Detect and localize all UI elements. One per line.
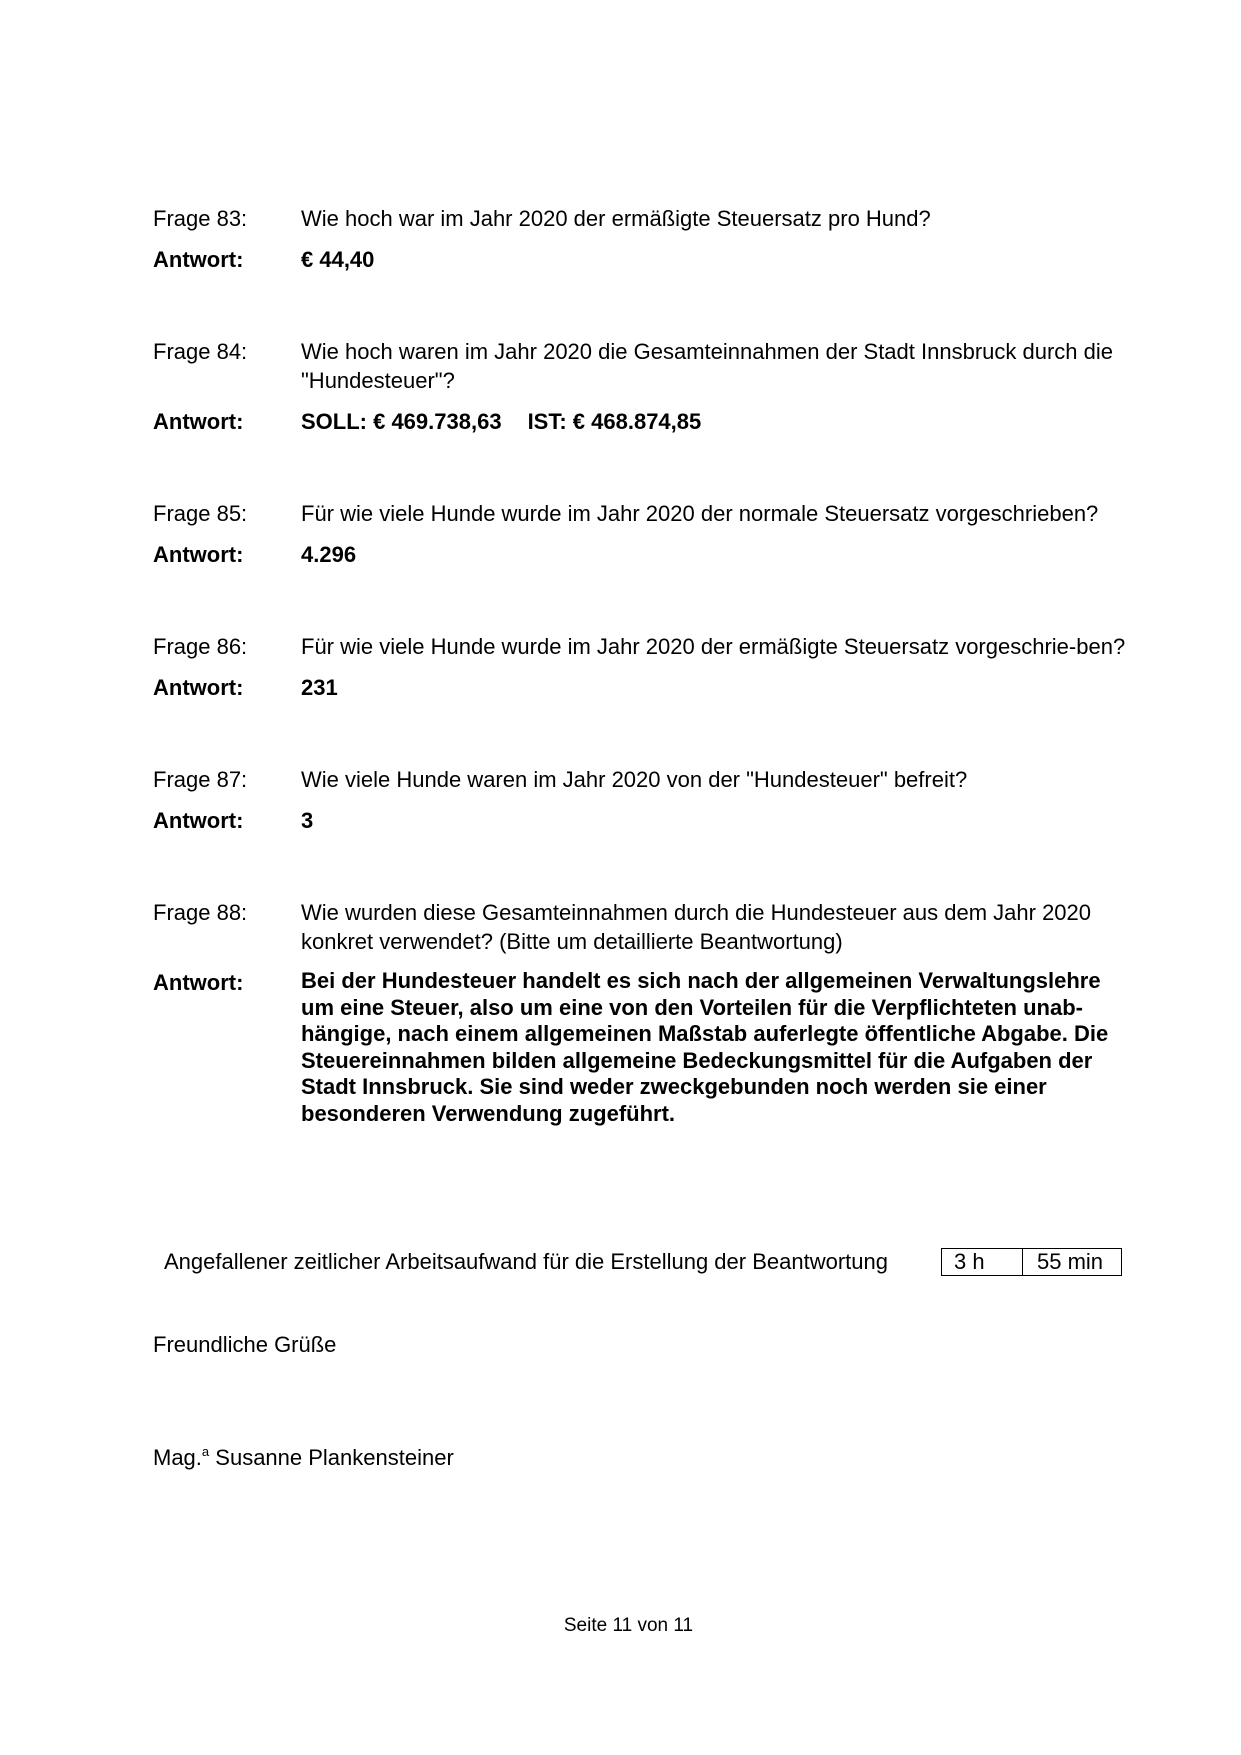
answer-row xyxy=(153,407,1133,436)
effort-label: Angefallener zeitlicher Arbeitsaufwand für die Erstellung der Beantwortung xyxy=(164,1249,888,1274)
answer-label: Antwort: xyxy=(153,409,244,434)
effort-hours: 3 h xyxy=(942,1249,1023,1275)
qa-item-88 xyxy=(153,898,1133,1128)
qa-item-86 xyxy=(153,632,1133,702)
answer-row xyxy=(153,673,1133,702)
effort-box xyxy=(941,1248,1122,1276)
qa-list xyxy=(153,204,1133,1191)
signature-title-suffix: a xyxy=(201,1444,210,1459)
answer-text: 3 xyxy=(301,808,314,833)
question-label: Frage 84: xyxy=(153,339,248,364)
question-label: Frage 88: xyxy=(153,900,248,925)
answer-text: 231 xyxy=(301,675,338,700)
answer-label: Antwort: xyxy=(153,542,244,567)
answer-label: Antwort: xyxy=(153,808,244,833)
signature xyxy=(153,1444,454,1471)
signature-title: Mag. xyxy=(153,1445,202,1470)
question-row xyxy=(153,632,1133,661)
question-text: Für wie viele Hunde wurde im Jahr 2020 der normale Steuersatz vorgeschrieben? xyxy=(301,501,1099,526)
answer-soll: SOLL: € 469.738,63 xyxy=(301,409,502,434)
answer-row xyxy=(153,540,1133,569)
qa-item-84 xyxy=(153,337,1133,436)
question-label: Frage 83: xyxy=(153,206,248,231)
greeting: Freundliche Grüße xyxy=(153,1332,337,1357)
question-text: Für wie viele Hunde wurde im Jahr 2020 der ermäßigte Steuersatz vorgeschrie-ben? xyxy=(301,634,1126,659)
signature-name: Susanne Plankensteiner xyxy=(215,1445,454,1470)
question-row xyxy=(153,898,1133,956)
answer-row xyxy=(153,968,1133,1128)
answer-text xyxy=(301,407,1133,436)
question-text: Wie hoch war im Jahr 2020 der ermäßigte Steuersatz pro Hund? xyxy=(301,206,931,231)
effort-row xyxy=(164,1248,1124,1276)
answer-label: Antwort: xyxy=(153,247,244,272)
qa-item-87 xyxy=(153,765,1133,835)
answer-text: Bei der Hundesteuer handelt es sich nach der allgemeinen Verwaltungslehre um eine Steuer, also um eine von den Vorteilen für die Verpflichteten unab-hängige, nach einem allgemeinen Maßstab auferlegte öffentliche Abgabe. Die Steuereinnahmen bilden allgemeine Bedeckungsmittel für die Aufgaben der Stadt Innsbruck. Sie sind weder zweckgebunden noch werden sie einer besonderen Verwendung zugeführt. xyxy=(301,968,1109,1126)
qa-item-83 xyxy=(153,204,1133,274)
question-label: Frage 86: xyxy=(153,634,248,659)
question-text: Wie viele Hunde waren im Jahr 2020 von der "Hundesteuer" befreit? xyxy=(301,767,968,792)
effort-minutes: 55 min xyxy=(1037,1249,1104,1274)
question-text: Wie wurden diese Gesamteinnahmen durch die Hundesteuer aus dem Jahr 2020 konkret verwendet? (Bitte um detaillierte Beantwortung) xyxy=(301,900,1092,954)
question-row xyxy=(153,765,1133,794)
answer-row xyxy=(153,806,1133,835)
question-text: Wie hoch waren im Jahr 2020 die Gesamteinnahmen der Stadt Innsbruck durch die "Hundesteuer"? xyxy=(301,339,1113,393)
qa-item-85 xyxy=(153,499,1133,569)
question-row xyxy=(153,499,1133,528)
answer-row xyxy=(153,245,1133,274)
answer-label: Antwort: xyxy=(153,970,244,995)
page-number: Seite 11 von 11 xyxy=(563,1615,694,1636)
answer-text: 4.296 xyxy=(301,542,357,567)
question-label: Frage 85: xyxy=(153,501,248,526)
page-footer xyxy=(0,1615,1241,1637)
answer-ist: IST: € 468.874,85 xyxy=(527,409,702,434)
answer-text: € 44,40 xyxy=(301,247,375,272)
answer-label: Antwort: xyxy=(153,675,244,700)
question-label: Frage 87: xyxy=(153,767,248,792)
question-row xyxy=(153,204,1133,233)
question-row xyxy=(153,337,1133,395)
